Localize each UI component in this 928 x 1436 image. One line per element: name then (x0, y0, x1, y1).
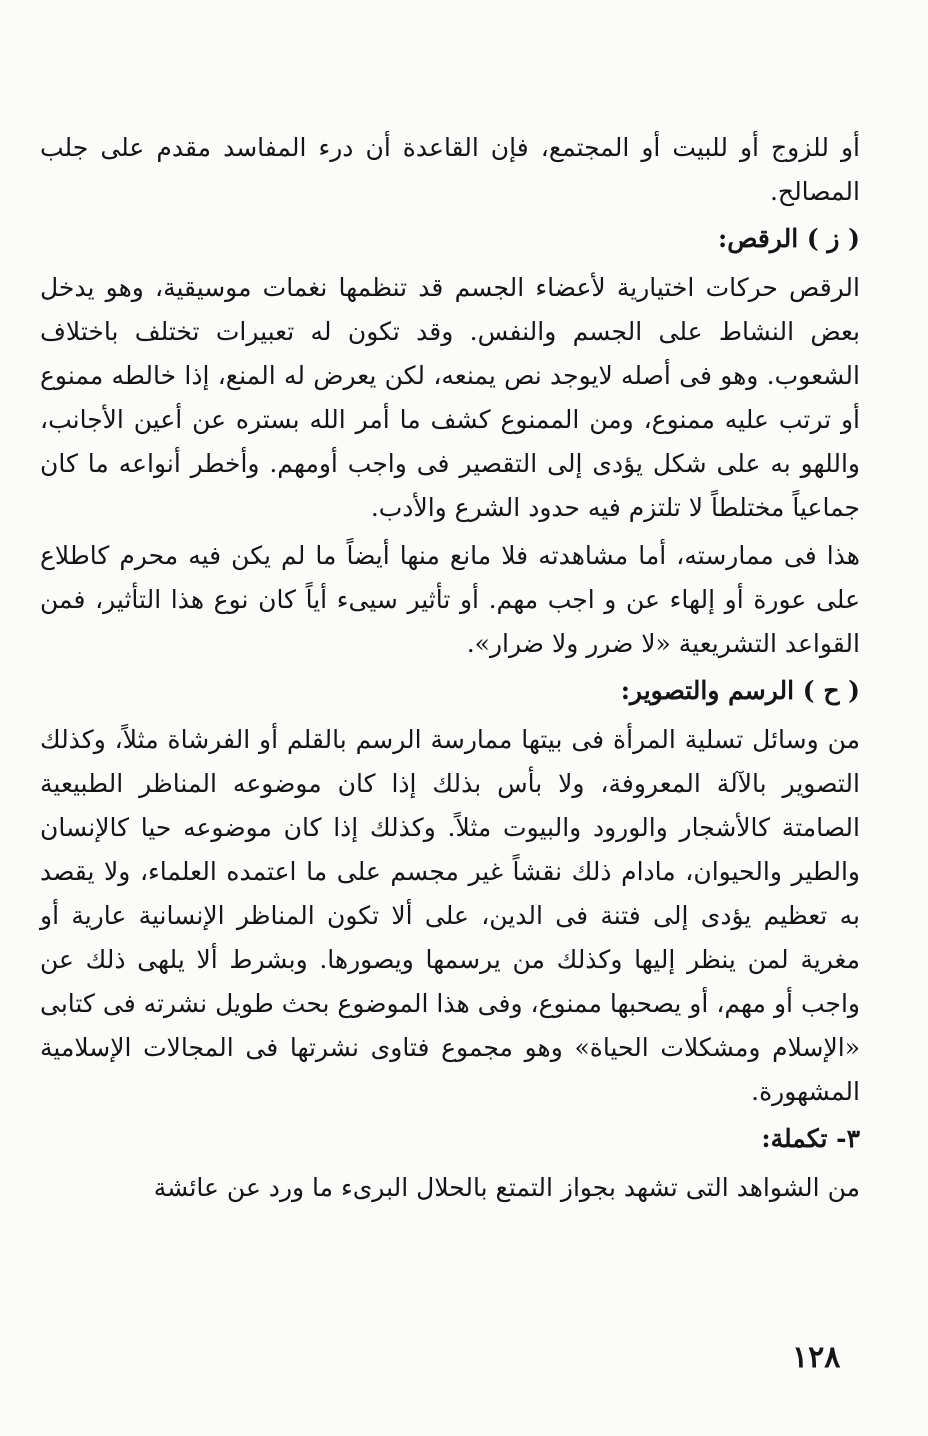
paragraph: أو للزوج أو للبيت أو المجتمع، فإن القاعدة أن درء المفاسد مقدم على جلب المصالح. (40, 133, 860, 206)
section-heading: ٣- تكملة: (761, 1124, 860, 1153)
paragraph: من الشواهد التى تشهد بجواز التمتع بالحلال البرىء ما ورد عن عائشة (153, 1173, 860, 1202)
section-heading: ( ز ) الرقص: (717, 224, 860, 253)
paragraph: الرقص حركات اختيارية لأعضاء الجسم قد تنظمها نغمات موسيقية، وهو يدخل بعض النشاط على الجسم والنفس. وقد تكون له تعبيرات تختلف باختلاف الشعوب. وهو فى أصله لايوجد نص يمنعه، لكن يعرض له المنع، إذا خالطه ممنوع أو ترتب عليه ممنوع، ومن الممنوع كشف ما أمر الله بستره عن أعين الأجانب، واللهو به على شكل يؤدى إلى التقصير فى واجب أومهم. وأخطر أنواعه ما كان جماعياً مختلطاً لا تلتزم فيه حدود الشرع والأدب. (40, 273, 860, 522)
paragraph: من وسائل تسلية المرأة فى بيتها ممارسة الرسم بالقلم أو الفرشاة مثلاً، وكذلك التصوير بالآلة المعروفة، ولا بأس بذلك إذا كان موضوعه المناظر الطبيعية الصامتة كالأشجار والورود والبيوت مثلاً. وكذلك إذا كان موضوعه حيا كالإنسان والطير والحيوان، مادام ذلك نقشاً غير مجسم على ما اعتمده العلماء، ولا يقصد به تعظيم يؤدى إلى فتنة فى الدين، على ألا تكون المناظر الإنسانية عارية أو مغرية لمن ينظر إليها وكذلك من يرسمها ويصورها. وبشرط ألا يلهى ذلك عن واجب أو مهم، أو يصحبها ممنوع، وفى هذا الموضوع بحث طويل نشرته فى كتابى «الإسلام ومشكلات الحياة» وهو مجموع فتاوى نشرتها فى المجالات الإسلامية المشهورة. (40, 725, 860, 1106)
section-heading: ( ح ) الرسم والتصوير: (620, 676, 860, 705)
page-number: ١٢٨ (792, 1340, 841, 1375)
page-body (40, 126, 860, 1210)
paragraph: هذا فى ممارسته، أما مشاهدته فلا مانع منها أيضاً ما لم يكن فيه محرم كاطلاع على عورة أو إلهاء عن و اجب مهم. أو تأثير سيىء أياً كان نوع هذا التأثير، فمن القواعد التشريعية «لا ضرر ولا ضرار». (40, 541, 860, 658)
